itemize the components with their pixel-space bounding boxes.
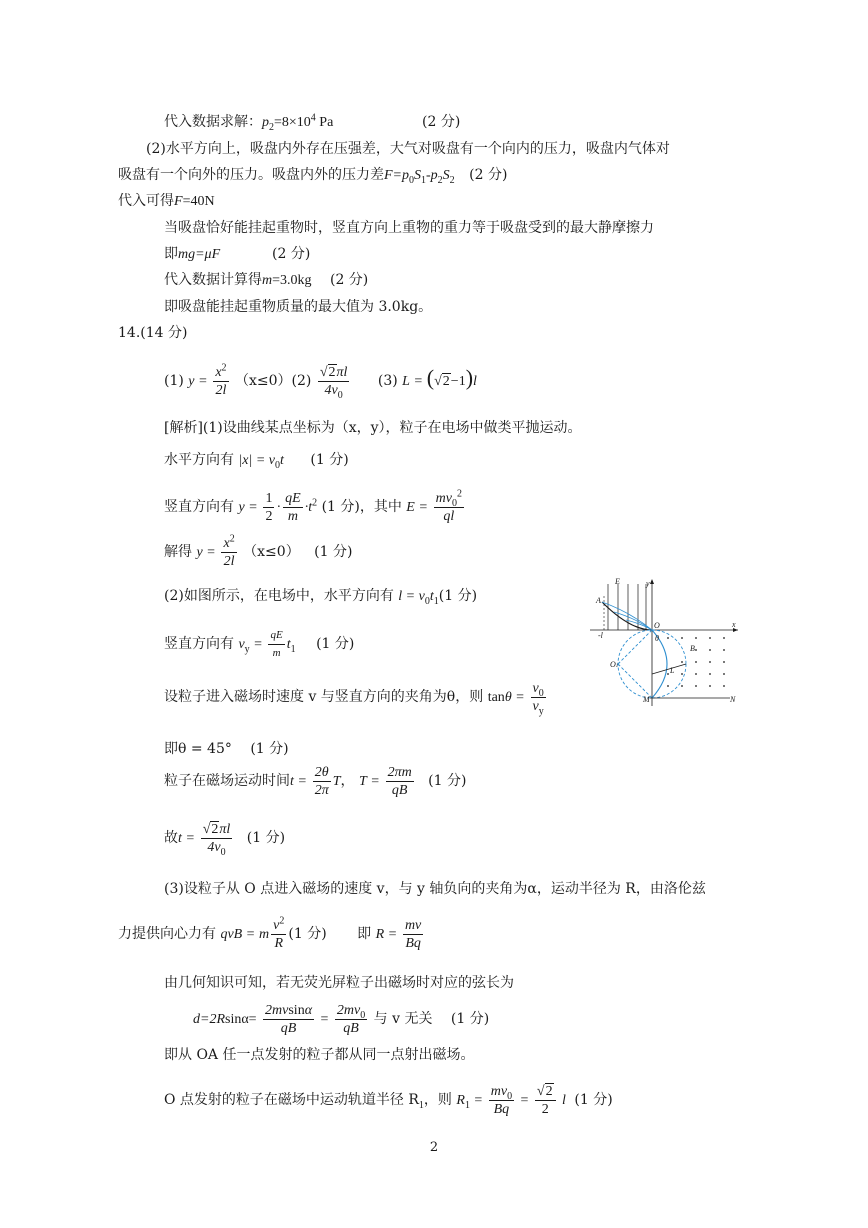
label-e: E [615,578,620,586]
score: (2 分) [329,272,369,288]
line-20 [164,818,285,859]
eq: = [419,500,428,515]
val: =40N [182,194,215,209]
line-13 [164,489,466,526]
label-y: y [646,579,650,588]
text: 吸盘有一个向外的压力。吸盘内外的压力差 [118,167,384,183]
unit: Pa [315,115,334,130]
text: 与 v 无关 [373,1011,433,1027]
eq: S [442,168,450,183]
eq: mg=μF [178,247,221,262]
line-17 [164,677,548,718]
eq: · [276,500,282,515]
score: (1 分) [574,1092,613,1108]
label-neg-l: -l [598,631,603,640]
eq: = [520,1093,529,1108]
score: (1 分) [428,773,467,789]
line-22 [118,914,425,955]
score: (2 分) [469,167,508,183]
fraction: $\frac{2mvsin\alpha}{qB}$ [265,1002,313,1036]
score: (1 分) [438,588,478,604]
eq: F [174,194,183,209]
eq: tan [487,690,505,705]
fraction: $\frac{2\pi m}{qB}$ [387,764,412,798]
eq: $v_y$ [238,637,250,655]
eq: = [388,927,397,942]
eq: y [238,500,245,515]
fraction: $\frac{v^2}{R}$ [273,914,285,951]
eq: l [473,374,477,389]
line-16 [164,626,354,663]
score: (1 分) [314,544,353,560]
fraction: $\frac{mv}{Bq}$ [404,917,422,951]
eq: = [198,374,207,389]
sub: 2 [449,174,455,186]
eq: m [259,927,270,942]
eq: = [298,774,307,789]
sub: 1 [418,1099,424,1111]
eq: F=p [384,168,409,183]
score: (1 分) [310,452,349,468]
text: (1) [164,373,184,389]
text: 解得 [164,544,192,560]
fraction: $\frac{mv_0}{Bq}$ [490,1083,513,1117]
line-14 [164,534,352,571]
eq: p [262,115,269,130]
eq: = [414,374,423,389]
score: (1 分) [450,1011,490,1027]
eq: = [320,1012,329,1027]
line-21: (3)设粒子从 O 点进入磁场的速度 v，与 y 轴负向的夹角为α，运动半径为 R，由洛伦兹 [164,881,706,897]
eq: ， [340,774,355,789]
fraction: $\frac{√2\pi l}{4v_0}$ [319,364,348,401]
eq: = [186,831,195,846]
eq: T [332,774,341,789]
fraction: $\frac{mv_0^2}{ql}$ [435,487,462,524]
label-l: L [670,666,675,675]
line-10-answers [164,360,477,400]
fraction: $\frac{1}{2}$ [265,490,273,524]
score: (1 分) [246,830,286,846]
sub: 0 [409,174,414,186]
eq: y [188,374,195,389]
label-theta: θ [655,634,659,643]
magnetic-field-dots [667,637,725,687]
eq: t [290,774,294,789]
eq: y [196,545,203,560]
eq: = [246,927,255,942]
text: 代入数据计算得 [164,272,262,288]
text: 设粒子进入磁场时速度 v 与竖直方向的夹角为θ，则 [164,689,484,705]
text: 水平方向有 [164,452,234,468]
line-5: 当吸盘恰好能挂起重物时，竖直方向上重物的重力等于吸盘受到的最大静摩擦力 [164,220,654,236]
eq: L [402,374,410,389]
text: 即θ = 45° [164,741,232,757]
line-7 [164,270,368,291]
fraction: $\frac{x^2}{2l}$ [215,361,227,398]
fraction: $\frac{√2\pi l}{4v_0}$ [202,821,231,858]
line-26 [164,1080,613,1121]
physics-diagram-figure [590,578,740,708]
y-axis-arrow [650,579,654,584]
text: 代入数据求解： [164,114,262,130]
label-b: B [690,644,695,653]
fraction: $\frac{2mv_0}{qB}$ [336,1002,366,1036]
eq: S [414,168,421,183]
text: （x≤0）(2) [235,373,312,389]
line-12 [164,450,349,471]
text: (1 分)，其中 [321,499,402,515]
eq: d=2R [193,1012,225,1027]
line-24 [193,999,489,1040]
eq: T [358,774,367,789]
score: (1 分) [288,926,327,942]
line-1 [164,112,461,133]
text: 即 [164,246,178,262]
text: 粒子在磁场运动时间 [164,773,290,789]
label-x: x [732,620,736,629]
label-o1: O1 [610,660,619,669]
text: (3) [377,373,398,389]
score: (2 分) [272,246,311,262]
page-number: 2 [429,1140,439,1155]
label-o: O [654,621,660,630]
eq: l [562,1093,566,1108]
text: 故 [164,830,178,846]
line-25: 即从 OA 任一点发射的粒子都从同一点射出磁场。 [164,1047,475,1063]
screen-line [652,664,686,674]
eq: m [262,273,273,288]
line-23: 由几何知识可知，若无荧光屏粒子出磁场时对应的弦长为 [164,975,514,991]
score: (1 分) [316,636,355,652]
label-m: M [643,695,650,704]
eq: t [178,831,182,846]
text: 力提供向心力有 [118,926,216,942]
sup: 4 [310,112,316,124]
line-8: 即吸盘能挂起重物质量的最大值为 3.0kg。 [164,299,433,315]
line-11: [解析](1)设曲线某点坐标为（x，y），粒子在电场中做类平抛运动。 [164,420,582,436]
fraction: $\frac{qE}{m}$ [270,628,283,659]
label-n: N [730,695,736,704]
eq: E [406,500,415,515]
val: =8×10 [274,115,311,130]
eq: -p [426,168,438,183]
label-a: A [596,596,601,605]
text: O 点发射的粒子在磁场中运动轨道半径 R [164,1092,419,1108]
score: (1 分) [250,741,289,757]
text: (2)如图所示，在电场中，水平方向有 [164,588,394,604]
line-4 [118,191,215,212]
text: 竖直方向有 [164,636,234,652]
eq: = [371,774,380,789]
fraction: $\frac{2\theta}{2\pi}$ [314,764,329,798]
eq: $R_1$ [456,1093,470,1111]
eq: sinα= [225,1012,257,1027]
eq: qvB [220,927,243,942]
eq: $l = v_0t_1$ [398,589,439,607]
eq: = [249,500,258,515]
line-15 [164,586,477,607]
text: 即 [357,926,372,942]
line-19 [164,763,466,800]
fraction: $\frac{√2}{2}$ [535,1083,556,1118]
text: 代入可得 [118,193,174,209]
eq: R [375,927,385,942]
val: =3.0kg [272,273,312,288]
eq: $t_1$ [286,637,296,655]
score: (2 分) [422,114,461,130]
fraction: $\frac{v_0}{v_y}$ [532,680,544,717]
eq: = [516,690,525,705]
sub: 1 [421,174,426,186]
sub: 2 [437,174,443,186]
line-18 [164,739,289,759]
eq: θ [504,690,512,705]
eq: $|x| = v_0t$ [238,453,284,471]
fraction: $\frac{x^2}{2l}$ [223,532,235,569]
trajectories [602,602,652,630]
eq: = [207,545,216,560]
line-9: 14.(14 分) [118,325,188,341]
line-6 [164,244,311,265]
text: （x≤0） [243,544,300,560]
line-3 [118,165,507,186]
eq: = [254,637,263,652]
fraction: $\frac{qE}{m}$ [285,490,301,524]
eq: $\cdot t^2$ [304,497,318,515]
line-2: (2)水平方向上，吸盘内外存在压强差，大气对吸盘有一个向内的压力，吸盘内气体对 [146,141,670,157]
eq: = [474,1093,483,1108]
sub: 2 [269,121,274,133]
eq: (√2−1) [426,365,474,390]
text: 竖直方向有 [164,499,234,515]
text: ，则 [423,1092,452,1108]
